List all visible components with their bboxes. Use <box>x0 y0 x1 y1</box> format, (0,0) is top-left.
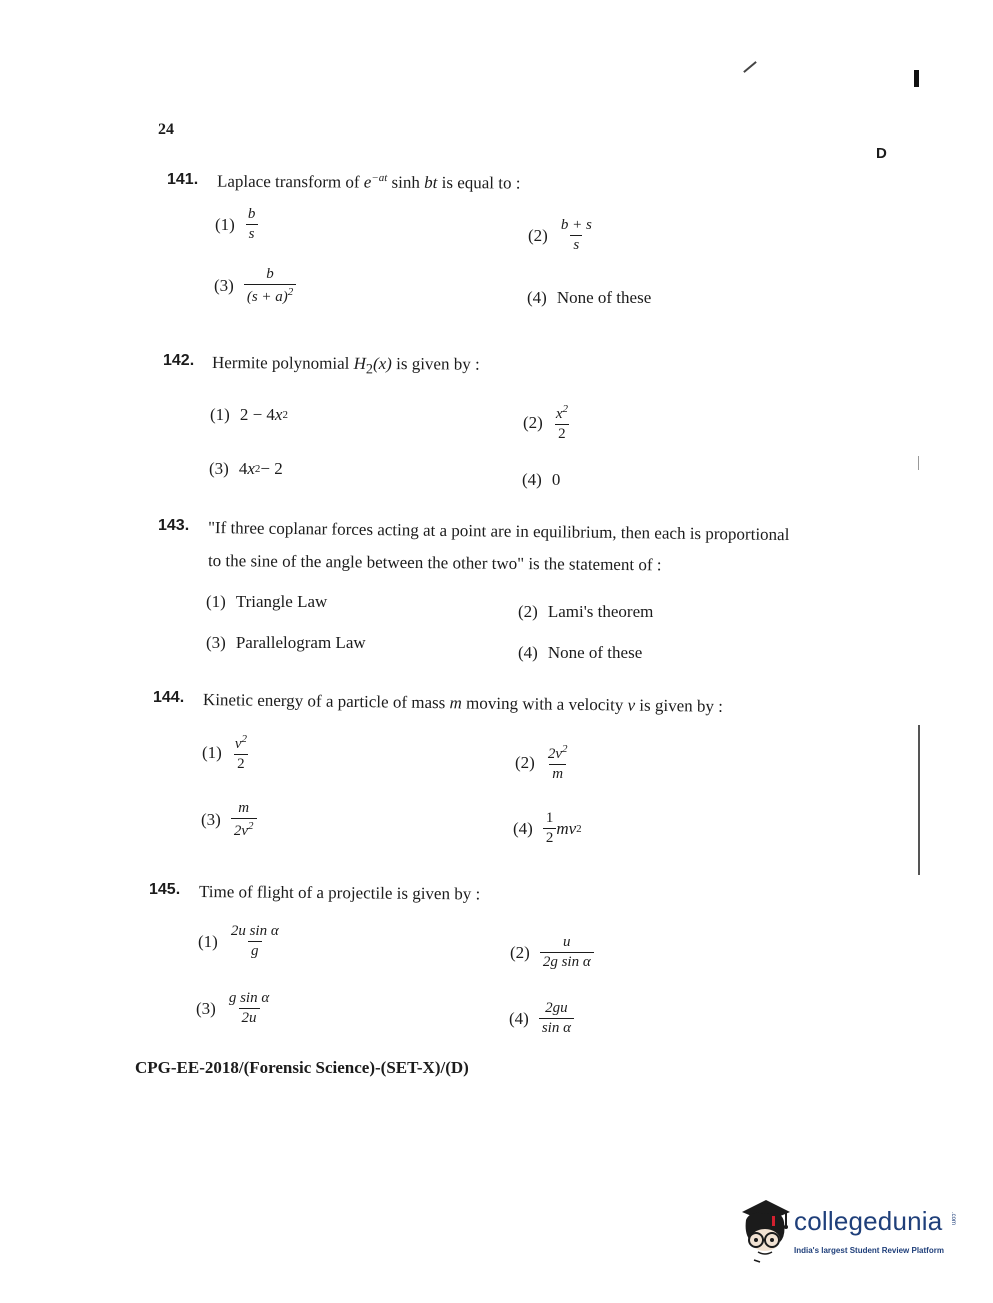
fraction <box>226 990 272 1028</box>
math-var: e <box>363 172 372 192</box>
option-1[interactable] <box>202 733 250 774</box>
fraction <box>231 800 257 841</box>
numerator-base: 2v <box>547 746 562 762</box>
option-2[interactable] <box>528 217 595 255</box>
fraction-denominator: 2 <box>555 424 569 443</box>
fraction-numerator: g sin α <box>228 990 270 1006</box>
fraction-numerator <box>553 403 571 424</box>
math-var: (x) <box>372 353 392 374</box>
question-number: 144. <box>153 689 185 706</box>
set-code: D <box>876 145 887 162</box>
question-text-line: to the sine of the angle between the other two" is the statement of : <box>207 551 662 575</box>
math-func: sinh <box>387 172 425 192</box>
fraction-numerator: b <box>247 206 256 222</box>
option-label: (1) <box>210 405 230 424</box>
option-label: (1) <box>206 592 226 611</box>
fraction <box>558 217 595 255</box>
math-expr: mv <box>556 818 577 838</box>
option-3[interactable] <box>214 266 296 307</box>
fraction-denominator: 2 <box>234 754 248 773</box>
option-label: (3) <box>209 459 229 478</box>
logo-wordmark: collegedunia <box>794 1206 943 1236</box>
math-var: m <box>449 693 462 713</box>
question-number: 145. <box>149 881 181 898</box>
math-expr: 2 − 4 <box>239 405 275 424</box>
option-4[interactable] <box>509 1000 574 1038</box>
fraction <box>228 923 282 961</box>
fraction <box>245 206 259 244</box>
question-text-part: Kinetic energy of a particle of mass <box>202 690 450 713</box>
fraction-denominator: 2g sin α <box>540 952 594 971</box>
option-text: None of these <box>547 643 643 662</box>
fraction <box>553 403 571 444</box>
fraction-denominator: m <box>549 764 566 783</box>
option-label: (3) <box>201 810 221 830</box>
numerator-base: x <box>555 406 563 422</box>
question-text <box>217 171 521 194</box>
option-2[interactable] <box>515 743 571 784</box>
math-exponent: 2 <box>576 822 582 835</box>
page-number: 24 <box>158 121 174 138</box>
option-text: None of these <box>556 288 652 307</box>
option-3[interactable] <box>196 990 272 1028</box>
scan-edge-line <box>918 725 920 875</box>
option-4[interactable] <box>522 470 560 490</box>
option-2[interactable] <box>523 403 571 444</box>
fraction-numerator: 2gu <box>545 1000 568 1016</box>
option-label: (1) <box>215 214 235 234</box>
question-number: 141. <box>167 171 199 188</box>
option-text: Triangle Law <box>235 592 328 611</box>
option-2[interactable] <box>518 602 653 622</box>
option-4[interactable] <box>518 643 642 663</box>
fraction-denominator: sin α <box>539 1018 574 1037</box>
fraction <box>232 733 250 774</box>
math-exponent: 2 <box>562 743 568 755</box>
option-3[interactable] <box>209 459 283 479</box>
question-text <box>203 690 723 717</box>
fraction-numerator: 2u sin α <box>230 923 279 939</box>
fraction <box>540 934 594 972</box>
math-var: bt <box>424 172 438 193</box>
option-label: (4) <box>513 818 533 838</box>
footer-exam-code: CPG-EE-2018/(Forensic Science)-(SET-X)/(D) <box>135 1058 469 1077</box>
math-exponent: 2 <box>562 403 568 415</box>
question-text-part: is given by : <box>391 354 480 374</box>
denominator-base: 2v <box>233 823 248 840</box>
math-exponent: 2 <box>254 463 261 475</box>
question-text <box>212 353 480 379</box>
math-exponent: 2 <box>248 820 254 833</box>
option-3[interactable] <box>206 633 366 653</box>
option-label: (1) <box>198 931 218 951</box>
question-text-part: is equal to : <box>437 173 521 193</box>
logo-suffix: .com <box>950 1212 956 1226</box>
option-1[interactable] <box>206 592 327 612</box>
fraction-numerator: b <box>266 266 274 282</box>
option-text: Lami's theorem <box>547 602 654 621</box>
math-expr: 4 <box>238 459 248 478</box>
option-1[interactable] <box>215 206 258 244</box>
collegedunia-logo[interactable] <box>736 1196 961 1266</box>
option-2[interactable] <box>510 934 594 972</box>
option-4[interactable] <box>527 288 651 308</box>
fraction <box>545 743 571 784</box>
math-subscript: 2 <box>365 361 374 378</box>
fraction-denominator: s <box>246 224 258 243</box>
pen-mark <box>743 61 757 73</box>
math-var: v <box>627 695 636 715</box>
option-text: Parallelogram Law <box>235 633 366 652</box>
fraction <box>244 266 296 307</box>
math-exponent: −at <box>371 171 388 185</box>
logo-tagline: India's largest Student Review Platform <box>794 1246 944 1255</box>
fraction-denominator <box>231 818 257 840</box>
option-label: (4) <box>522 470 542 489</box>
fraction-denominator <box>244 284 296 306</box>
option-label: (3) <box>214 276 234 296</box>
fraction-numerator: u <box>563 934 571 950</box>
option-label: (2) <box>528 225 548 245</box>
math-expr: − 2 <box>260 459 283 478</box>
option-1[interactable] <box>210 405 288 425</box>
question-text-part: moving with a velocity <box>461 693 628 715</box>
fraction-numerator: b + s <box>560 217 592 233</box>
mascot-icon <box>736 1196 792 1264</box>
option-1[interactable] <box>198 923 282 961</box>
math-exponent: 2 <box>241 733 247 745</box>
option-3[interactable] <box>201 800 257 841</box>
denominator-base: (s + a) <box>246 289 288 306</box>
option-label: (4) <box>527 288 547 307</box>
math-var: x <box>247 459 255 478</box>
fraction-denominator: 2u <box>239 1008 260 1027</box>
question-text-line: "If three coplanar forces acting at a point are in equilibrium, then each is proportional <box>207 518 790 545</box>
scan-mark <box>914 70 919 87</box>
fraction-denominator: s <box>570 235 582 254</box>
fraction <box>539 1000 574 1038</box>
question-text-part: Laplace transform of <box>216 171 364 192</box>
option-label: (2) <box>523 413 543 433</box>
fraction <box>543 810 557 848</box>
scan-edge-line <box>918 456 919 470</box>
option-label: (2) <box>518 602 538 621</box>
option-label: (1) <box>202 743 222 763</box>
fraction-numerator: m <box>238 800 250 816</box>
fraction-numerator <box>545 743 571 764</box>
option-label: (3) <box>206 633 226 652</box>
question-text: Time of flight of a projectile is given by : <box>198 882 481 904</box>
fraction-numerator: 1 <box>545 810 554 826</box>
option-4[interactable] <box>513 810 582 848</box>
option-label: (4) <box>509 1008 529 1028</box>
option-label: (2) <box>515 753 535 773</box>
fraction-denominator: 2 <box>543 828 557 847</box>
math-var: x <box>274 405 283 424</box>
question-text-part: Hermite polynomial <box>211 353 354 373</box>
option-label: (3) <box>196 998 216 1018</box>
question-text-part: is given by : <box>634 695 724 716</box>
math-exponent: 2 <box>282 409 288 421</box>
question-number: 142. <box>163 352 195 369</box>
option-text: 0 <box>551 470 561 489</box>
numerator-base: v <box>234 736 242 752</box>
math-var: H <box>353 353 366 373</box>
option-label: (2) <box>510 942 530 962</box>
fraction-numerator <box>232 733 250 754</box>
question-number: 143. <box>158 517 190 534</box>
math-exponent: 2 <box>287 286 294 299</box>
option-label: (4) <box>518 643 538 662</box>
fraction-denominator: g <box>248 941 262 960</box>
